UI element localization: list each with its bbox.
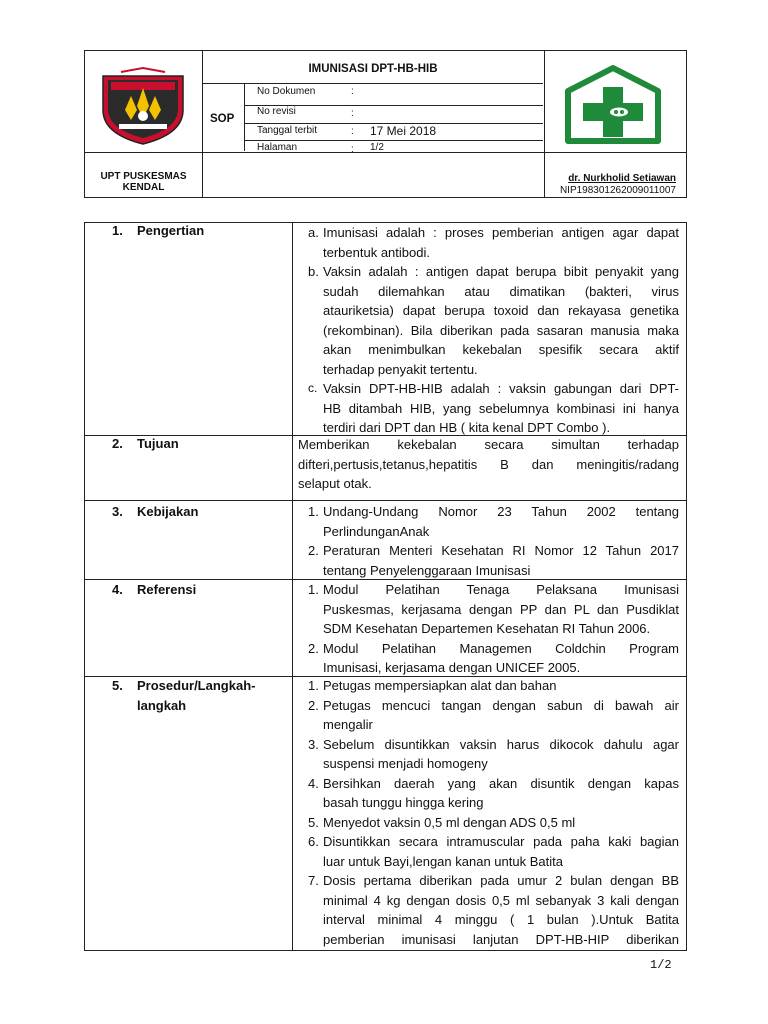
divider	[292, 223, 293, 950]
body-line: Petugas mempersiapkan alat dan bahan	[323, 678, 557, 693]
body-line: Undang-Undang Nomor 23 Tahun 2002 tentang	[323, 504, 679, 519]
puskesmas-logo	[563, 65, 663, 147]
sop-label: SOP	[210, 113, 235, 125]
meta-separator: :	[351, 126, 354, 137]
meta-label: No revisi	[257, 106, 296, 117]
document-title: IMUNISASI DPT-HB-HIB	[308, 63, 438, 75]
body-line: basah tunggu hingga kering	[323, 795, 484, 810]
meta-label: No Dokumen	[257, 86, 316, 97]
body-line: terbentuk antibodi.	[323, 244, 430, 260]
body-line: Disuntikkan secara intramuscular pada paha kaki bagian	[323, 834, 679, 849]
list-marker: 1.	[308, 678, 319, 693]
body-line: terdiri dari DPT dan HB ( kita kenal DPT Combo ).	[323, 420, 611, 435]
body-line: Bersihkan daerah yang akan disuntik dengan kapas	[323, 775, 679, 791]
body-line: minimal 4 kg dengan dosis 0,5 ml sebanyak 3 kali dengan	[323, 892, 679, 908]
body-line: pemberian imunisasi lanjutan DPT-HB-HIP diberikan	[323, 931, 679, 947]
body-line: mengalir	[323, 717, 373, 732]
body-line: HB ditambah HIB, yang sebelumnya kombinasi ini hanya	[323, 400, 679, 416]
meta-label: Tanggal terbit	[257, 125, 318, 136]
body-line: Imunisasi adalah : proses pemberian antigen agar dapat	[323, 225, 679, 240]
list-marker: 6.	[308, 834, 319, 849]
body-line: Puskesmas, kerjasama dengan PP dan PL dan Pusdiklat	[323, 601, 679, 617]
body-line: atauriketsia) dapat berupa toxoid dan rekayasa genetika	[323, 303, 679, 318]
list-marker: 2.	[308, 640, 319, 656]
list-marker: 1.	[308, 582, 319, 597]
body-line: Memberikan kekebalan secara simultan terhadap	[298, 437, 679, 452]
body-line: difteri,pertusis,tetanus,hepatitis B dan meningitis/radang	[298, 456, 679, 472]
section-label: Pengertian	[137, 223, 205, 238]
section-number: 1.	[112, 223, 123, 238]
body-line: Peraturan Menteri Kesehatan RI Nomor 12 Tahun 2017	[323, 543, 679, 558]
section-number: 3.	[112, 504, 123, 519]
body-line: SDM Kesehatan Departemen Kesehatan RI Tahun 2006.	[323, 621, 651, 636]
divider	[85, 500, 686, 501]
list-marker: 4.	[308, 775, 319, 791]
body-line: Sebelum disuntikkan vaksin harus dikocok dahulu agar	[323, 736, 679, 752]
list-marker: 3.	[308, 736, 319, 752]
org-name: UPT PUSKESMAS	[100, 171, 187, 182]
org-city: KENDAL	[122, 182, 165, 193]
list-marker: 1.	[308, 504, 319, 519]
body-line: (rekombinan). Bila diberikan pada sasaran manusia maka	[323, 322, 679, 338]
meta-label: Halaman	[257, 142, 298, 153]
list-marker: 2.	[308, 543, 319, 558]
procedure-table	[84, 222, 687, 951]
list-marker: 2.	[308, 697, 319, 713]
body-line: suspensi menjadi homogeny	[323, 756, 488, 771]
divider	[202, 83, 543, 84]
crest-logo	[97, 66, 189, 146]
list-marker: a.	[308, 225, 319, 240]
body-line: sudah dilemahkan atau dimatikan (bakteri, virus	[323, 283, 679, 299]
body-line: Imunisasi, kerjasama dengan UNICEF 2005.	[323, 660, 581, 675]
list-marker: 5.	[308, 814, 319, 830]
sop-header	[84, 50, 687, 198]
section-label: Kebijakan	[137, 504, 199, 519]
divider	[85, 152, 686, 153]
body-line: selaput otak.	[298, 476, 372, 491]
body-line: Vaksin DPT-HB-HIB adalah : vaksin gabungan dari DPT-	[323, 381, 679, 396]
page-number: 1/2	[650, 958, 672, 972]
meta-separator: :	[351, 108, 354, 119]
section-label: Referensi	[137, 582, 197, 597]
body-line: Modul Pelatihan Tenaga Pelaksana Imunisasi	[323, 582, 679, 597]
list-marker: 7.	[308, 873, 319, 888]
section-number: 5.	[112, 678, 123, 693]
body-line: interval minimal 4 minggu ( 1 bulan ).Untuk Batita	[323, 912, 679, 927]
body-line: Petugas mencuci tangan dengan sabun di bawah air	[323, 697, 679, 713]
meta-value: 1/2	[370, 142, 384, 153]
meta-separator: :	[351, 86, 354, 97]
section-number: 2.	[112, 436, 123, 451]
body-line: Vaksin adalah : antigen dapat berupa bibit penyakit yang	[323, 264, 679, 279]
body-line: terhadap penyakit tertentu.	[323, 361, 478, 377]
divider	[244, 140, 543, 141]
signer-nip: NIP198301262009011007	[559, 185, 676, 196]
list-marker: c.	[308, 381, 318, 395]
body-line: Modul Pelatihan Managemen Coldchin Program	[323, 640, 679, 656]
meta-separator: :	[351, 144, 354, 155]
body-line: Dosis pertama diberikan pada umur 2 bulan dengan BB	[323, 873, 679, 888]
body-line: tentang Penyelenggaraan Imunisasi	[323, 562, 531, 578]
signer-name: dr. Nurkholid Setiawan	[568, 173, 676, 184]
list-marker: b.	[308, 264, 319, 279]
meta-value: 17 Mei 2018	[370, 124, 437, 138]
body-line: Menyedot vaksin 0,5 ml dengan ADS 0,5 ml	[323, 814, 576, 830]
body-line: luar untuk Bayi,lengan kanan untuk Batita	[323, 853, 563, 869]
section-label: Prosedur/Langkah-langkah	[137, 678, 256, 713]
section-number: 4.	[112, 582, 123, 597]
section-label: Tujuan	[137, 436, 179, 451]
body-line: PerlindunganAnak	[323, 523, 430, 539]
body-line: akan menimbulkan kekebalan spesifik secara aktif	[323, 342, 679, 357]
